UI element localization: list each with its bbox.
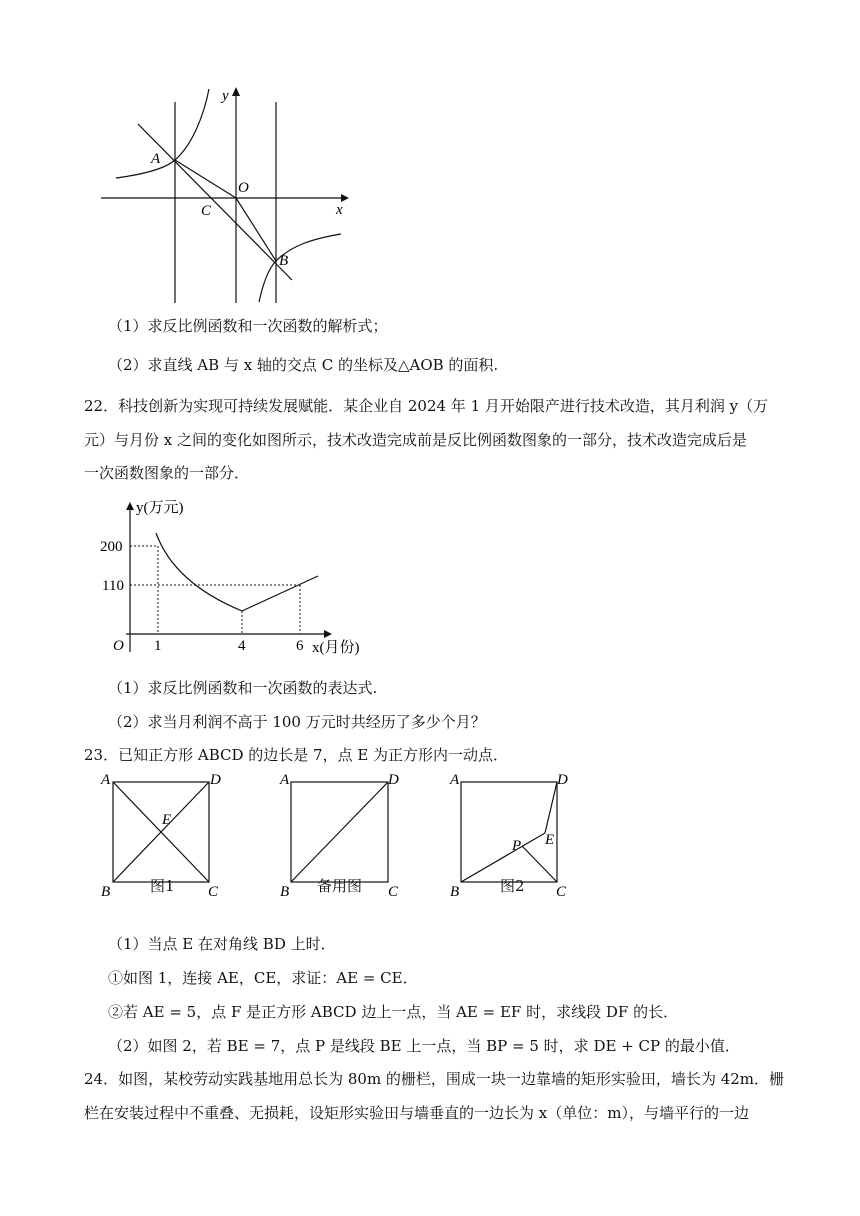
figure-1-graph <box>96 84 356 306</box>
fig2-label-A: A <box>450 772 460 788</box>
y-axis-label: y <box>222 88 229 104</box>
fig1-label-B: B <box>101 884 111 898</box>
q22-part2: （2）求当月利润不高于 100 万元时共经历了多少个月？ <box>108 713 486 731</box>
figure-2-profit-graph <box>96 494 406 664</box>
y-tick-200: 200 <box>100 539 123 555</box>
q23-sub1: ①如图 1，连接 AE，CE，求证：AE = CE． <box>108 969 418 987</box>
backup-label-C: C <box>388 884 399 898</box>
hyperbola-left-branch <box>116 89 209 178</box>
q22-line1: 22．科技创新为实现可持续发展赋能．某企业自 2024 年 1 月开始限产进行技术改造，其月利润 y（万 <box>84 397 769 415</box>
x-axis-arrow <box>341 194 349 202</box>
q22-part1: （1）求反比例函数和一次函数的表达式. <box>108 679 378 697</box>
x-tick-1: 1 <box>154 638 162 654</box>
label-B: B <box>279 253 289 269</box>
line-AB <box>138 124 292 280</box>
fig2-label-E: E <box>545 832 555 848</box>
x-axis-arrow <box>324 630 332 638</box>
q23-part2: （2）如图 2，若 BE = 7，点 P 是线段 BE 上一点，当 BP = 5 时，求 DE + CP 的最小值． <box>108 1037 740 1055</box>
x-axis-label: x(月份) <box>312 640 360 656</box>
q23-stem: 23．已知正方形 ABCD 的边长是 7，点 E 为正方形内一动点． <box>84 746 509 764</box>
y-axis-arrow <box>126 502 134 510</box>
q24-line2: 栏在安装过程中不重叠、无损耗，设矩形实验田与墙垂直的一边长为 x（单位：m），与墙平行的一边 <box>84 1104 749 1122</box>
q21-part1: （1）求反比例函数和一次函数的解析式； <box>108 317 388 335</box>
backup-label-A: A <box>280 772 290 788</box>
caption-backup: 备用图 <box>317 877 363 895</box>
caption-fig2: 图2 <box>500 877 525 895</box>
fig2-label-D: D <box>557 772 568 788</box>
hyperbola-right-branch <box>259 234 341 302</box>
fig1-label-C: C <box>208 884 219 898</box>
x-tick-6: 6 <box>296 638 304 654</box>
backup-label-B: B <box>280 884 290 898</box>
fig2-label-C: C <box>556 884 567 898</box>
fig1-label-E: E <box>162 812 172 828</box>
q22-line2: 元）与月份 x 之间的变化如图所示，技术改造完成前是反比例函数图象的一部分，技术改造完成后是 <box>84 431 748 449</box>
segment-DE <box>545 782 557 833</box>
q23-sub2: ②若 AE = 5，点 F 是正方形 ABCD 边上一点，当 AE = EF 时，求线段 DF 的长． <box>108 1003 679 1021</box>
q24-line1: 24．如图，某校劳动实践基地用总长为 80m 的栅栏，围成一块一边靠墙的矩形实验田，墙长为 42m．栅 <box>84 1070 785 1088</box>
x-tick-4: 4 <box>238 638 246 654</box>
fig2-label-P: P <box>512 838 522 854</box>
x-axis-label: x <box>336 202 343 218</box>
y-tick-110: 110 <box>102 578 124 594</box>
fig2-label-B: B <box>450 884 460 898</box>
q23-part1: （1）当点 E 在对角线 BD 上时． <box>108 935 336 953</box>
label-A: A <box>151 151 161 167</box>
diagonal-BD-backup <box>291 782 388 882</box>
segment-CP <box>522 846 557 882</box>
q22-line3: 一次函数图象的一部分． <box>84 464 250 482</box>
label-C: C <box>201 203 212 219</box>
y-axis-label: y(万元) <box>136 500 184 516</box>
linear-segment <box>242 576 318 611</box>
backup-label-D: D <box>388 772 399 788</box>
label-O: O <box>238 180 249 196</box>
caption-fig1: 图1 <box>150 877 175 895</box>
inverse-curve <box>156 533 242 611</box>
fig1-label-A: A <box>101 772 111 788</box>
origin-label: O <box>113 638 124 654</box>
y-axis-arrow <box>232 87 240 96</box>
q21-part2: （2）求直线 AB 与 x 轴的交点 C 的坐标及△AOB 的面积. <box>108 356 499 374</box>
fig1-label-D: D <box>210 772 221 788</box>
